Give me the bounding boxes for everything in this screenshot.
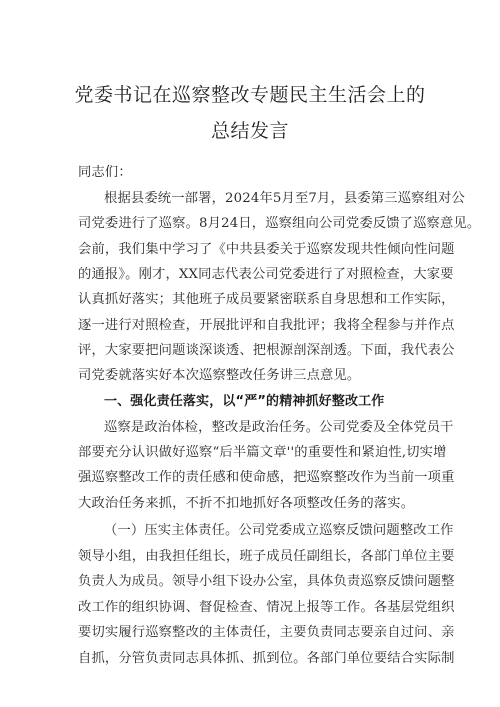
paragraph-line: 领导小组，由我担任组长，班子成员任副组长，各部门单位主要 xyxy=(78,549,455,564)
paragraph-line: 要切实履行巡察整改的主体责任，主要负责同志要亲自过问、亲 xyxy=(78,625,455,640)
paragraph-line: 巡察是政治体检，整改是政治任务。公司党委及全体党员干 xyxy=(104,420,454,435)
paragraph-line: 自抓，分管负责同志具体抓、抓到位。各部门单位要结合实际制 xyxy=(78,651,455,666)
paragraph-line: 逐一进行对照检查，开展批评和自我批评；我将全程参与并作点 xyxy=(78,318,455,333)
paragraph-line: 部要充分认识做好巡察“后半篇文章''的重要性和紧迫性,切实增 xyxy=(78,445,447,460)
paragraph-line: 大政治任务来抓，不折不扣地抓好各项整改任务的落实。 xyxy=(78,496,415,511)
paragraph-line: 强巡察整改工作的责任感和使命感，把巡察整改作为当前一项重 xyxy=(78,470,455,485)
document-title-line-1: 党委书记在巡察整改专题民主生活会上的 xyxy=(74,84,426,106)
paragraph-line: 改工作的组织协调、督促检查、情况上报等工作。各基层党组织 xyxy=(78,600,455,615)
section-heading: 一、强化责任落实，以“严”的精神抓好整改工作 xyxy=(104,394,385,409)
paragraph-line: 的通报》。刚才，XX同志代表公司党委进行了对照检查，大家要 xyxy=(78,267,454,282)
paragraph-line: 会前，我们集中学习了《中共县委关于巡察发现共性倾向性问题 xyxy=(78,242,455,257)
greeting: 同志们： xyxy=(78,165,132,180)
paragraph-line: 司党委就落实好本次巡察整改任务讲三点意见。 xyxy=(78,368,361,383)
paragraph-line: 评，大家要把问题谈深谈透、把根源剖深剖透。下面，我代表公 xyxy=(78,343,455,358)
paragraph-line: 根据县委统一部署，2024年5月至7月，县委第三巡察组对公 xyxy=(104,191,465,206)
paragraph-line: 负责人为成员。领导小组下设办公室，具体负责巡察反馈问题整 xyxy=(78,574,455,589)
paragraph-line: （一）压实主体责任。公司党委成立巡察反馈问题整改工作 xyxy=(104,523,454,538)
document-title-line-2: 总结发言 xyxy=(210,120,289,142)
paragraph-line: 司党委进行了巡察。8月24日，巡察组向公司党委反馈了巡察意见。 xyxy=(78,216,481,231)
paragraph-line: 认真抓好落实；其他班子成员要紧密联系自身思想和工作实际， xyxy=(78,292,455,307)
